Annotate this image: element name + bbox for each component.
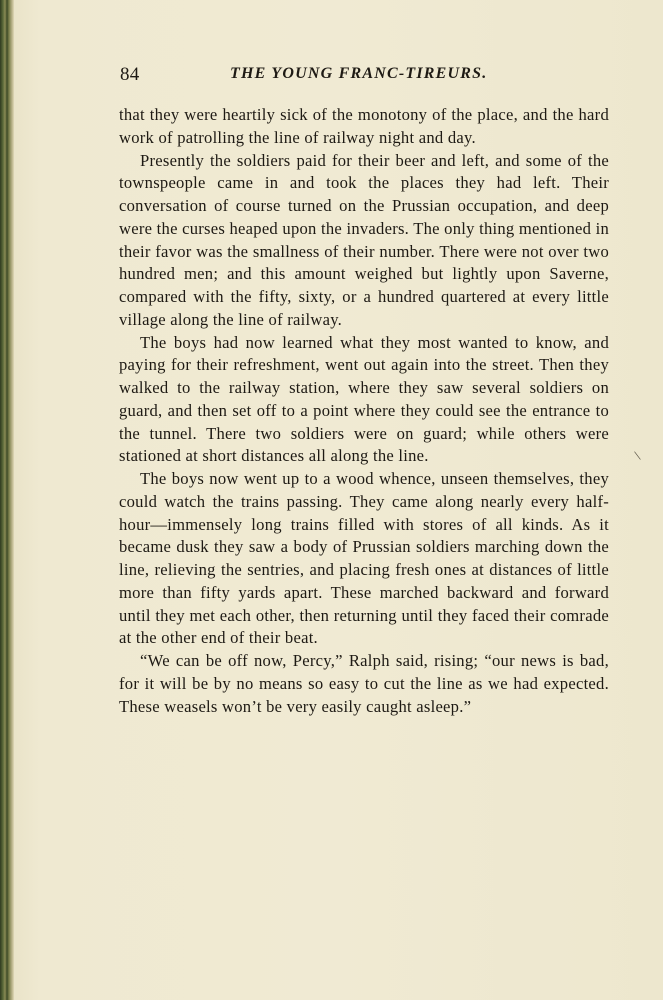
running-head-title: THE YOUNG FRANC-TIREURS. — [230, 65, 488, 82]
margin-pencil-mark: \ — [633, 448, 642, 465]
page-number: 84 — [120, 64, 140, 85]
paragraph: The boys now went up to a wood whence, unseen themselves, they could watch the trains passing. They came along nearly every half-hour—immensely long trains filled with stores of all kinds. As it became dusk they saw a body of Prussian soldiers marching down the line, relieving the sentries, and placing fresh ones at distances of little more than fifty yards apart. These marched backward and forward until they met each other, then returning until they faced their comrade at the other end of their beat. — [119, 469, 609, 648]
paragraph-continued: that they were heartily sick of the monotony of the place, and the hard work of patrolling the line of railway night and day. — [119, 105, 609, 147]
paragraph: The boys had now learned what they most wanted to know, and paying for their refreshment, went out again into the street. Then they walked to the railway station, where they saw several soldiers on guard, and then set off to a point where they could see the entrance to the tunnel. There two soldiers were on guard; while others were stationed at short distances all along the line. — [119, 332, 609, 466]
book-spine-edge — [0, 0, 14, 1000]
page-header — [120, 64, 608, 88]
body-text — [119, 104, 609, 718]
paragraph: “We can be off now, Percy,” Ralph said, rising; “our news is bad, for it will be by no means so easy to cut the line as we had expected. These weasels won’t be very easily caught asleep.” — [119, 651, 609, 716]
paragraph: Presently the soldiers paid for their beer and left, and some of the townspeople came in and took the places they had left. Their conversation of course turned on the Prussian occupation, and deep were the curses heaped upon the invaders. The only thing mentioned in their favor was the smallness of their number. There were not over two hundred men; and this amount weighed but lightly upon Saverne, compared with the fifty, sixty, or a hundred quartered at every little village along the line of railway. — [119, 150, 609, 329]
